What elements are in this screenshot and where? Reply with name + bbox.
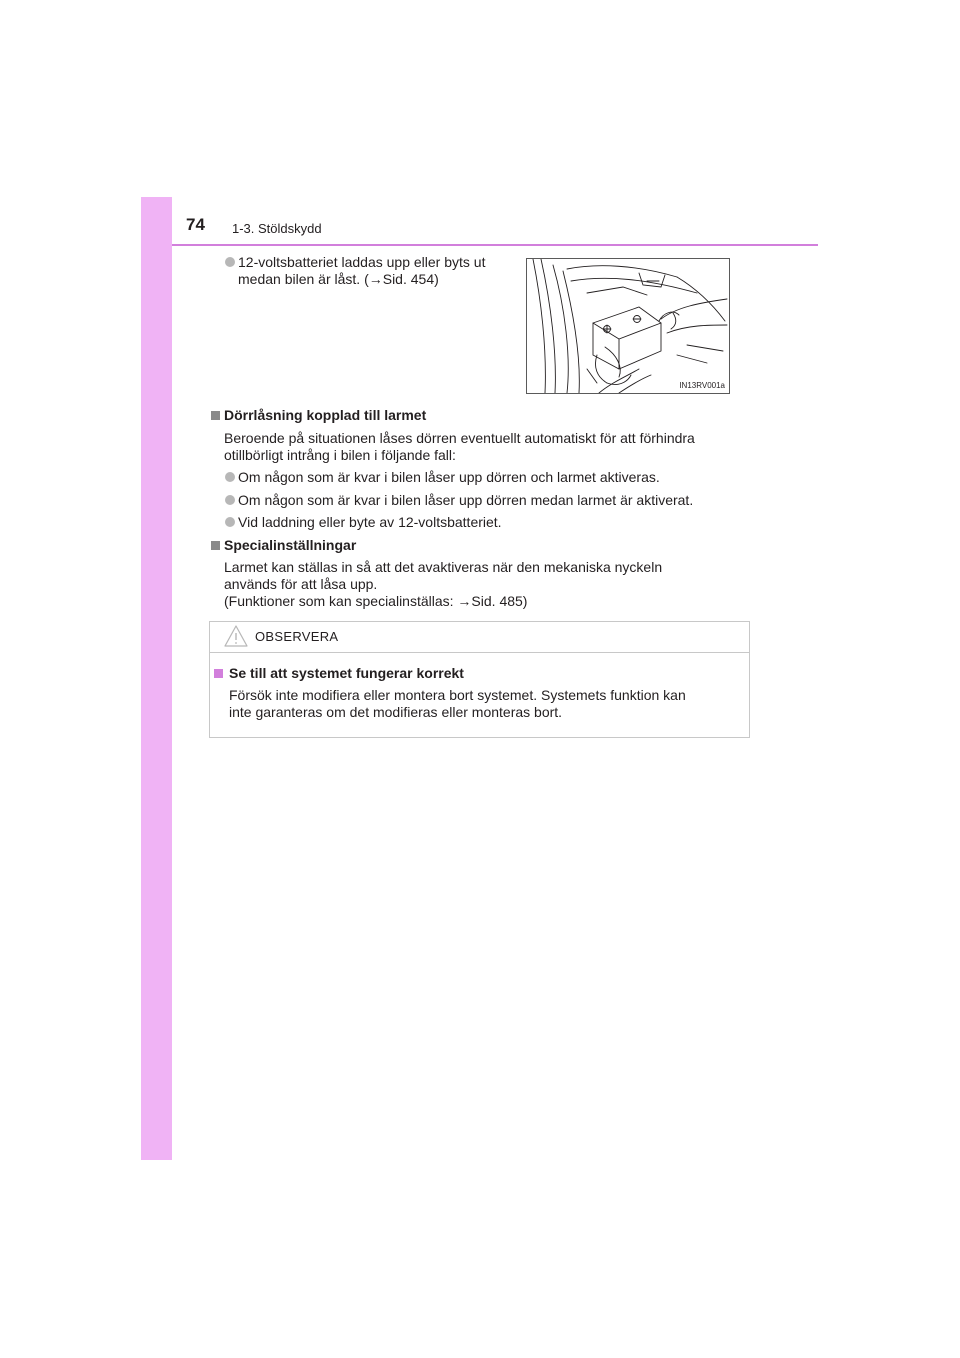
header-divider bbox=[172, 244, 818, 246]
notice-label: OBSERVERA bbox=[255, 629, 339, 644]
door-lock-heading: Dörrlåsning kopplad till larmet bbox=[224, 407, 427, 423]
notice-line-1: Försök inte modifiera eller montera bort systemet. Systemets funktion kan bbox=[229, 687, 686, 703]
illustration-code: IN13RV001a bbox=[679, 381, 725, 390]
notice-divider bbox=[210, 652, 749, 653]
door-lock-bullet-3: Vid laddning eller byte av 12-voltsbatteriet. bbox=[238, 514, 502, 530]
notice-line-2: inte garanteras om det modifieras eller monteras bort. bbox=[229, 704, 563, 720]
special-line-2: används för att låsa upp. bbox=[224, 576, 378, 592]
battery-illustration bbox=[526, 258, 730, 394]
chapter-side-tab bbox=[141, 197, 172, 1160]
door-lock-bullet-2: Om någon som är kvar i bilen låser upp dörren medan larmet är aktiverat. bbox=[238, 492, 694, 508]
notice-heading: Se till att systemet fungerar korrekt bbox=[229, 665, 464, 681]
special-line-3: (Funktioner som kan specialinställas: →Sid. 485) bbox=[224, 593, 528, 609]
door-lock-intro-line-2: otillbörligt intrång i bilen i följande fall: bbox=[224, 447, 456, 463]
door-lock-intro-line-1: Beroende på situationen låses dörren eventuellt automatiskt för att förhindra bbox=[224, 430, 695, 446]
battery-bullet-line-1: 12-voltsbatteriet laddas upp eller byts ut bbox=[238, 254, 486, 270]
section-marker-icon bbox=[211, 411, 220, 420]
bullet-icon bbox=[225, 495, 235, 505]
special-line-1: Larmet kan ställas in så att det avaktiveras när den mekaniska nyckeln bbox=[224, 559, 663, 575]
battery-bullet-line-2: medan bilen är låst. (→Sid. 454) bbox=[238, 271, 439, 287]
notice-box bbox=[209, 621, 750, 738]
warning-icon bbox=[224, 625, 248, 647]
section-marker-icon bbox=[211, 541, 220, 550]
door-lock-bullet-1: Om någon som är kvar i bilen låser upp dörren och larmet aktiveras. bbox=[238, 469, 660, 485]
bullet-icon bbox=[225, 257, 235, 267]
notice-marker-icon bbox=[214, 669, 223, 678]
page-number: 74 bbox=[186, 215, 205, 234]
battery-drawing bbox=[527, 259, 729, 393]
bullet-icon bbox=[225, 472, 235, 482]
bullet-icon bbox=[225, 517, 235, 527]
special-heading: Specialinställningar bbox=[224, 537, 357, 553]
section-title: 1-3. Stöldskydd bbox=[232, 221, 322, 236]
